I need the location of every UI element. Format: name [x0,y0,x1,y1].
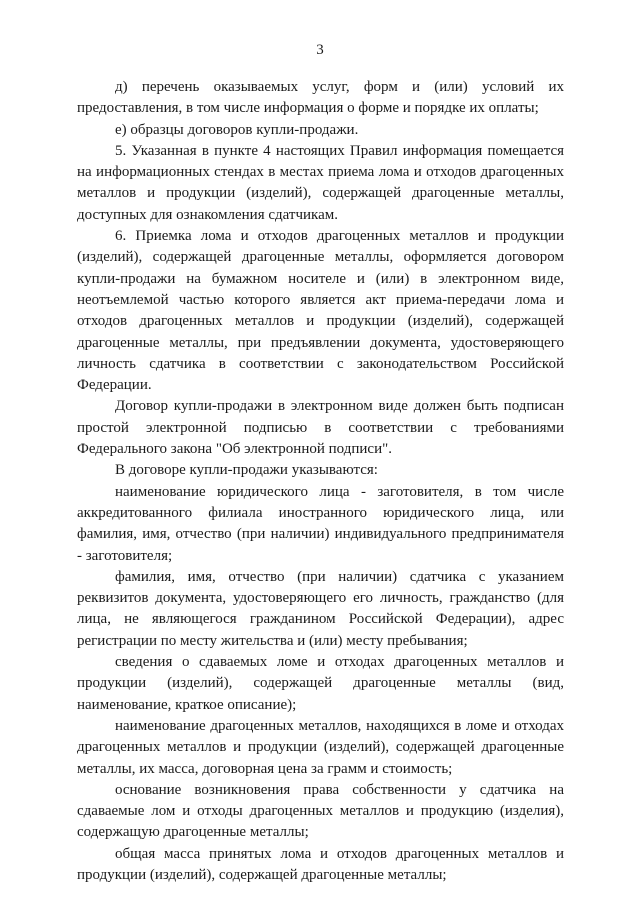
paragraph-8: фамилия, имя, отчество (при наличии) сдатчика с указанием реквизитов документа, удостоверяющего его личность, гражданство (для лица, не являющегося гражданином Российской Федерации), адрес регистрации по месту жительства и (или) месту пребывания; [77,568,564,649]
document-body [77,77,564,886]
paragraph-3: 5. Указанная в пункте 4 настоящих Правил информация помещается на информационных стендах в местах приема лома и отходов драгоценных металлов и продукции (изделий), содержащей драгоценные металлы, доступных для ознакомления сдатчикам. [77,142,564,223]
page-number: 3 [316,42,324,58]
paragraph-5: Договор купли-продажи в электронном виде должен быть подписан простой электронной подписью в соответствии с требованиями Федерального закона "Об электронной подписи". [77,398,564,458]
paragraph-9: сведения о сдаваемых ломе и отходах драгоценных металлов и продукции (изделий), содержащей драгоценные металлы (вид, наименование, краткое описание); [77,654,564,713]
paragraph-10: наименование драгоценных металлов, находящихся в ломе и отходах драгоценных металлов и продукции (изделий), содержащей драгоценные металлы, их масса, договорная цена за грамм и стоимость; [77,717,564,777]
paragraph-2: е) образцы договоров купли-продажи. [115,121,359,138]
paragraph-4: 6. Приемка лома и отходов драгоценных металлов и продукции (изделий), содержащей драгоценные металлы, оформляется договором купли-продажи на бумажном носителе и (или) в электронном виде, неотъемлемой частью которого является акт приема-передачи лома и отходов драгоценных металлов и продукции (изделий), содержащей драгоценные металлы, при предъявлении документа, удостоверяющего личность сдатчика в соответствии с законодательством Российской Федерации. [77,228,564,394]
paragraph-1: д) перечень оказываемых услуг, форм и (или) условий их предоставления, в том числе информация о форме и порядке их оплаты; [77,79,564,117]
paragraph-12: общая масса принятых лома и отходов драгоценных металлов и продукции (изделий), содержащей драгоценные металлы; [77,845,564,883]
paragraph-6: В договоре купли-продажи указываются: [115,462,378,479]
paragraph-11: основание возникновения права собственности у сдатчика на сдаваемые лом и отходы драгоценных металлов и продукцию (изделия), содержащую драгоценные металлы; [77,781,564,841]
paragraph-7: наименование юридического лица - заготовителя, в том числе аккредитованного филиала иностранного юридического лица, или фамилия, имя, отчество (при наличии) индивидуального предпринимателя - заготовителя; [77,483,564,564]
